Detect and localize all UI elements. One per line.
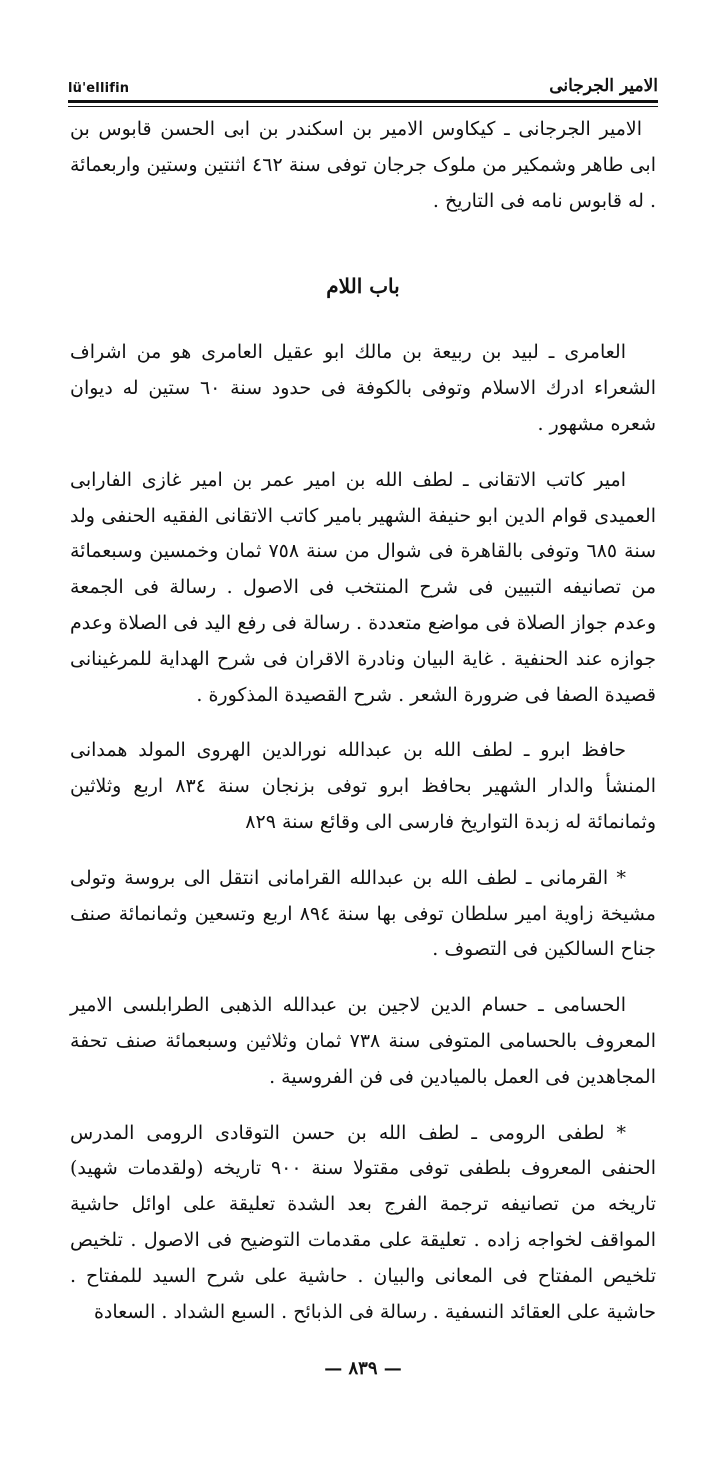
entry-hafiz-abru: حافظ ابرو ـ لطف الله بن عبدالله نورالدین الهروی المولد همدانی المنشأ والدار الشهیر بحافظ ابرو توفی بزنجان سنة ٨٣٤ اربع وثلاثین وثمانمائة له زبدة التواریخ فارسی الی وقائع سنة ٨٢٩ (70, 739, 657, 833)
entry-amir-jurjani: الامیر الجرجانی ـ کیکاوس الامیر بن اسکندر بن ابی الحسن قابوس بن ابی طاهر وشمکیر من ملوک جرجان توفی سنة ٤٦٢ اثنتین وستین واربعمائة . له قابوس نامه فی التاریخ . (70, 118, 656, 212)
page-body (68, 112, 658, 1330)
entry-amiri: العامری ـ لبید بن ربیعة بن مالك ابو عقیل العامری هو من اشراف الشعراء ادرك الاسلام وتوفی بالكوفة فی حدود سنة ٦٠ ستین له دیوان شعره مشهور . (70, 341, 656, 435)
book-page (68, 0, 658, 1483)
header-left-text: lü'ellifin (68, 81, 130, 96)
header-right-title: الامیر الجرجانی (549, 76, 658, 96)
entry-qaramani: * القرمانی ـ لطف الله بن عبدالله القرامانی انتقل الی بروسة وتولی مشیخة زاویة امیر سلطان توفی بها سنة ٨٩٤ اربع وتسعین وثمانمائة صنف جناح السالكین فی التصوف . (70, 866, 656, 961)
section-title: باب اللام (326, 274, 400, 299)
header-rule-thick (68, 100, 658, 103)
running-header (68, 74, 658, 96)
entry-lutfi-rumi: * لطفی الرومی ـ لطف الله بن حسن التوقادی الرومی المدرس الحنفی المعروف بلطفی توفی مقتولا سنة ٩٠٠ تاریخه (ولقدمات شهید) تاریخه من تصانیفه ترجمة الفرج بعد الشدة تعلیقة علی اوائل حاشیة المواقف لخواجه زاده . تعلیقة علی مقدمات التوضیح فی الاصول . تلخیص تلخیص المفتاح فی المعانی والبیان . حاشیة علی شرح السید للمفتاح . حاشیة علی العقائد النسفیة . رسالة فی الذبائح . السبع الشداد . السعادة (70, 1121, 656, 1323)
entry-husami: الحسامی ـ حسام الدین لاجین بن عبدالله الذهبی الطرابلسی الامیر المعروف بالحسامی المتوفی سنة ٧٣٨ ثمان وثلاثین وسبعمائة صنف تحفة المجاهدین فی العمل بالمیادین فی فن الفروسیة . (70, 994, 656, 1088)
entry-amir-katib-itqani: امیر كاتب الاتقانی ـ لطف الله بن امیر عمر بن امیر غازی الفارابی العمیدی قوام الدین ابو حنیفة الشهیر بامیر كاتب الاتقانی الفقیه الحنفی ولد سنة ٦٨٥ وتوفی بالقاهرة فی شوال من سنة ٧٥٨ ثمان وخمسین وسبعمائة من تصانیفه التبیین فی شرح المنتخب فی الاصول . رسالة فی الجمعة وعدم جواز الصلاة فی مواضع متعددة . رسالة فی رفع الید فی الصلاة وعدم جوازه عند الحنفیة . غایة البیان ونادرة الاقران فی شرح الهدایة للمرغینانی قصیدة الصفا فی ضرورة الشعر . شرح القصیدة المذكورة . (70, 468, 656, 706)
header-rule-thin (68, 106, 658, 107)
page-number: — ٨٣٩ — (324, 1358, 402, 1379)
